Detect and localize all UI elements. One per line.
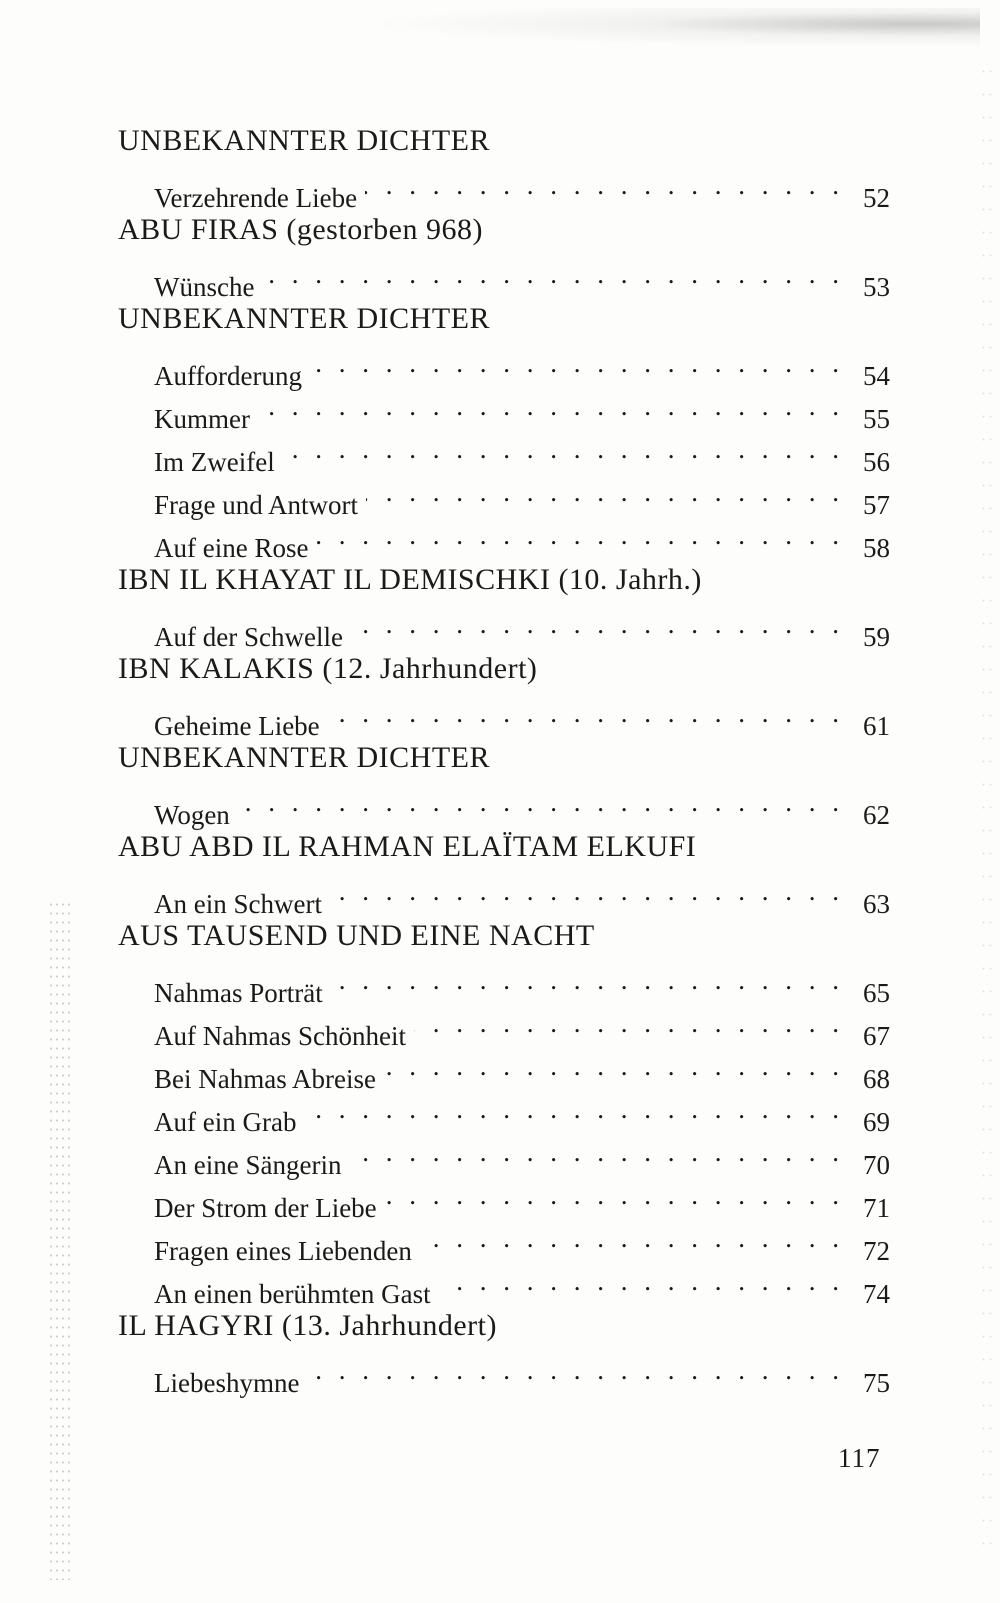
author-heading: IBN KALAKIS (12. Jahrhundert) <box>118 652 538 685</box>
toc-section <box>118 1303 890 1398</box>
entry-list <box>118 692 890 741</box>
author-heading: AUS TAUSEND UND EINE NACHT <box>118 919 595 952</box>
entry-title: Aufforderung <box>154 361 302 391</box>
entry-title: Nahmas Porträt <box>154 978 323 1008</box>
dot-leader <box>366 471 844 514</box>
dot-leader <box>316 514 844 557</box>
entry-list <box>118 781 890 830</box>
toc-entry <box>118 959 890 1008</box>
entry-list <box>118 1349 890 1398</box>
dot-leader <box>330 870 844 913</box>
entry-page-number: 74 <box>863 1279 890 1309</box>
entry-page-number: 68 <box>863 1064 890 1094</box>
entry-title: An einen berühmten Gast <box>154 1279 431 1309</box>
entry-list <box>118 253 890 302</box>
dot-leader <box>351 603 844 646</box>
entry-page-number: 54 <box>863 361 890 391</box>
author-heading: UNBEKANNTER DICHTER <box>118 741 490 774</box>
dot-leader <box>258 385 844 428</box>
entry-title: Fragen eines Liebenden <box>154 1236 412 1266</box>
dot-leader <box>331 959 844 1002</box>
entry-title: Wogen <box>154 800 230 830</box>
entry-page-number: 75 <box>863 1368 890 1398</box>
dot-leader <box>385 1174 844 1217</box>
toc-section <box>118 913 890 1309</box>
entry-title: Auf ein Grab <box>154 1107 297 1137</box>
folio-page-number: 117 <box>838 1443 881 1473</box>
entry-page-number: 59 <box>863 622 890 652</box>
entry-title: Auf eine Rose <box>154 533 309 563</box>
dot-leader <box>283 428 844 471</box>
entry-title: Verzehrende Liebe <box>154 183 358 213</box>
toc-section <box>118 557 890 652</box>
toc-entry <box>118 1349 890 1398</box>
entry-title: Auf der Schwelle <box>154 622 343 652</box>
entry-page-number: 53 <box>863 272 890 302</box>
toc-section <box>118 118 890 213</box>
dot-leader <box>310 342 844 385</box>
dot-leader <box>439 1260 844 1303</box>
toc-entry <box>118 781 890 830</box>
scan-artifact-top <box>360 8 980 48</box>
entry-title: Geheime Liebe <box>154 711 320 741</box>
toc-section <box>118 646 890 741</box>
entry-page-number: 57 <box>863 490 890 520</box>
author-heading: ABU FIRAS (gestorben 968) <box>118 213 483 246</box>
entry-page-number: 71 <box>863 1193 890 1223</box>
table-of-contents <box>118 118 890 1398</box>
entry-list <box>118 959 890 1309</box>
entry-page-number: 70 <box>863 1150 890 1180</box>
entry-page-number: 52 <box>863 183 890 213</box>
entry-title: Liebeshymne <box>154 1368 300 1398</box>
entry-page-number: 56 <box>863 447 890 477</box>
toc-section <box>118 296 890 563</box>
toc-section <box>118 735 890 830</box>
dot-leader <box>384 1045 844 1088</box>
dot-leader <box>420 1217 844 1260</box>
entry-title: Kummer <box>154 404 250 434</box>
entry-title: Auf Nahmas Schönheit <box>154 1021 406 1051</box>
entry-page-number: 62 <box>863 800 890 830</box>
dot-leader <box>365 164 844 207</box>
entry-page-number: 58 <box>863 533 890 563</box>
entry-list <box>118 870 890 919</box>
entry-title: Der Strom der Liebe <box>154 1193 377 1223</box>
toc-entry <box>118 603 890 652</box>
entry-title: Im Zweifel <box>154 447 275 477</box>
entry-list <box>118 342 890 563</box>
dot-leader <box>349 1131 844 1174</box>
toc-entry <box>118 692 890 741</box>
entry-page-number: 72 <box>863 1236 890 1266</box>
dot-leader <box>304 1088 844 1131</box>
author-heading: IL HAGYRI (13. Jahrhundert) <box>118 1309 497 1342</box>
entry-page-number: 69 <box>863 1107 890 1137</box>
author-heading: UNBEKANNTER DICHTER <box>118 302 490 335</box>
scan-artifact-right <box>980 60 994 1560</box>
author-heading: ABU ABD IL RAHMAN ELAÏTAM ELKUFI <box>118 830 697 863</box>
dot-leader <box>307 1349 844 1392</box>
toc-section <box>118 207 890 302</box>
entry-page-number: 61 <box>863 711 890 741</box>
scan-artifact-left <box>48 900 72 1580</box>
toc-section <box>118 824 890 919</box>
author-heading: IBN IL KHAYAT IL DEMISCHKI (10. Jahrh.) <box>118 563 702 596</box>
entry-page-number: 65 <box>863 978 890 1008</box>
dot-leader <box>414 1002 844 1045</box>
toc-entry <box>118 164 890 213</box>
entry-title: Wünsche <box>154 272 255 302</box>
entry-title: An eine Sängerin <box>154 1150 342 1180</box>
dot-leader <box>262 253 844 296</box>
entry-list <box>118 603 890 652</box>
entry-page-number: 63 <box>863 889 890 919</box>
toc-entry <box>118 870 890 919</box>
toc-entry <box>118 253 890 302</box>
toc-entry <box>118 342 890 391</box>
entry-page-number: 67 <box>863 1021 890 1051</box>
entry-list <box>118 164 890 213</box>
entry-page-number: 55 <box>863 404 890 434</box>
dot-leader <box>328 692 844 735</box>
author-heading: UNBEKANNTER DICHTER <box>118 124 490 157</box>
entry-title: An ein Schwert <box>154 889 322 919</box>
dot-leader <box>238 781 844 824</box>
entry-title: Bei Nahmas Abreise <box>154 1064 376 1094</box>
entry-title: Frage und Antwort <box>154 490 358 520</box>
